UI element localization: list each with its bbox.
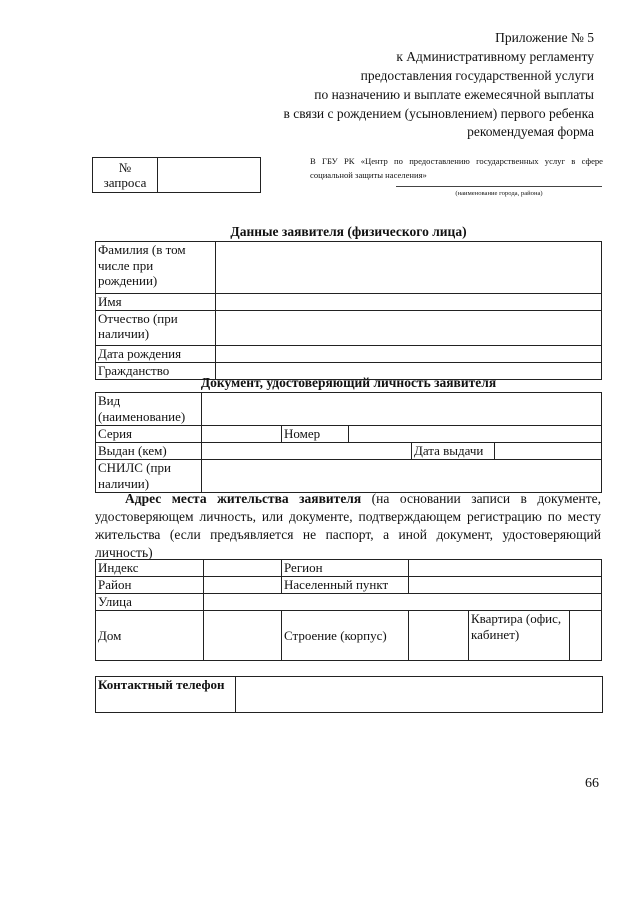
name-label: Имя xyxy=(96,294,216,311)
applicant-section-title: Данные заявителя (физического лица) xyxy=(230,224,467,239)
index-label: Индекс xyxy=(96,560,204,577)
appendix-header xyxy=(283,28,594,123)
house-field[interactable] xyxy=(204,611,282,661)
patronymic-label: Отчество (при наличии) xyxy=(96,310,216,345)
recipient-underline xyxy=(396,186,602,187)
street-label: Улица xyxy=(96,594,204,611)
request-number-label: № запроса xyxy=(93,158,158,192)
address-section-title: Адрес места жительства заявителя xyxy=(125,491,362,506)
address-section-intro xyxy=(95,490,601,562)
doc-number-field[interactable] xyxy=(349,426,602,443)
citizenship-label: Гражданство xyxy=(96,362,216,379)
region-label: Регион xyxy=(282,560,409,577)
applicant-table xyxy=(95,241,602,380)
doc-issued-by-field[interactable] xyxy=(202,443,412,460)
doc-type-field[interactable] xyxy=(202,393,602,426)
doc-issue-date-label: Дата выдачи xyxy=(412,443,495,460)
appendix-title: Приложение № 5 xyxy=(495,30,594,45)
appendix-line: в связи с рождением (усыновлением) первого ребенка xyxy=(283,106,594,121)
doc-type-label: Вид (наименование) xyxy=(96,393,202,426)
birthdate-field[interactable] xyxy=(216,345,602,362)
locality-label: Населенный пункт xyxy=(282,577,409,594)
recommended-form-label: рекомендуемая форма xyxy=(467,124,594,139)
identity-table xyxy=(95,392,602,493)
surname-field[interactable] xyxy=(216,242,602,294)
apartment-label: Квартира (офис, кабинет) xyxy=(469,611,570,661)
index-field[interactable] xyxy=(204,560,282,577)
doc-series-label: Серия xyxy=(96,426,202,443)
phone-label: Контактный телефон xyxy=(96,677,236,713)
request-number-field[interactable] xyxy=(158,158,260,192)
recipient-caption: (наименование города, района) xyxy=(455,190,543,197)
request-number-box xyxy=(92,157,261,193)
address-table xyxy=(95,559,602,661)
doc-number-label: Номер xyxy=(282,426,349,443)
apartment-field[interactable] xyxy=(570,611,602,661)
birthdate-label: Дата рождения xyxy=(96,345,216,362)
snils-field[interactable] xyxy=(202,460,602,493)
recipient-organization: В ГБУ РК «Центр по предоставлению государственных услуг в сфере социальной защиты населения» xyxy=(310,156,603,180)
address-section-note: (на основании записи в документе, удостоверяющем личность, или документе, подтверждающем регистрацию по месту жительства (если предъявляется не паспорт, а иной документ, удостоверяющий личность) xyxy=(95,491,601,560)
patronymic-field[interactable] xyxy=(216,310,602,345)
district-field[interactable] xyxy=(204,577,282,594)
name-field[interactable] xyxy=(216,294,602,311)
building-field[interactable] xyxy=(409,611,469,661)
appendix-line: по назначению и выплате ежемесячной выплаты xyxy=(314,87,594,102)
street-field[interactable] xyxy=(204,594,602,611)
appendix-line: предоставления государственной услуги xyxy=(360,68,594,83)
building-label: Строение (корпус) xyxy=(282,611,409,661)
snils-label: СНИЛС (при наличии) xyxy=(96,460,202,493)
doc-issue-date-field[interactable] xyxy=(495,443,602,460)
page-number: 66 xyxy=(585,776,599,791)
contact-table xyxy=(95,676,603,713)
house-label: Дом xyxy=(96,611,204,661)
phone-field[interactable] xyxy=(236,677,603,713)
appendix-line: к Административному регламенту xyxy=(396,49,594,64)
doc-series-field[interactable] xyxy=(202,426,282,443)
locality-field[interactable] xyxy=(409,577,602,594)
identity-section-title: Документ, удостоверяющий личность заявителя xyxy=(200,375,497,390)
surname-label: Фамилия (в том числе при рождении) xyxy=(96,242,216,294)
doc-issued-by-label: Выдан (кем) xyxy=(96,443,202,460)
region-field[interactable] xyxy=(409,560,602,577)
district-label: Район xyxy=(96,577,204,594)
